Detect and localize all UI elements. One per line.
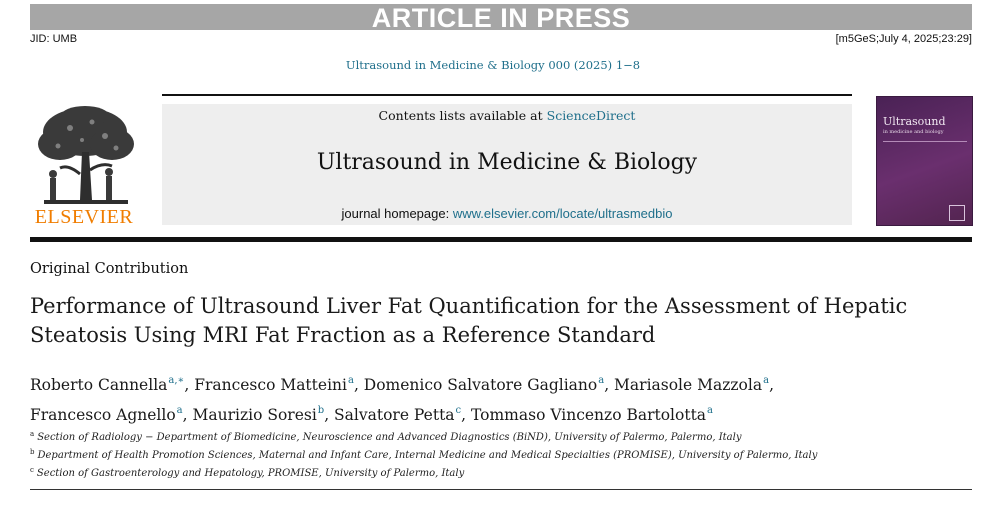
contents-prefix: Contents lists available at: [378, 108, 547, 123]
author-name[interactable]: Domenico Salvatore Gagliano: [363, 376, 598, 394]
sciencedirect-link[interactable]: ScienceDirect: [546, 108, 636, 123]
build-stamp: [m5GeS;July 4, 2025;23:29]: [835, 33, 972, 45]
author-name[interactable]: Maurizio Soresi: [192, 406, 317, 424]
author-separator: ,: [604, 376, 615, 394]
contents-available-line: [162, 108, 852, 123]
tree-logo-icon: [30, 104, 140, 208]
cover-publisher-icon: [949, 205, 965, 221]
article-type: Original Contribution: [30, 261, 189, 277]
cover-divider: [883, 141, 967, 142]
cover-title: Ultrasound: [883, 115, 946, 128]
author-name[interactable]: Roberto Cannella: [30, 376, 168, 394]
elsevier-logo-text: ELSEVIER: [34, 206, 134, 228]
author-affiliation-marker[interactable]: a: [347, 375, 354, 386]
journal-homepage-line: [162, 206, 852, 221]
article-in-press-banner: ARTICLE IN PRESS: [30, 4, 972, 30]
journal-title: Ultrasound in Medicine & Biology: [316, 150, 698, 175]
author-affiliation-marker[interactable]: a: [598, 375, 605, 386]
author-separator: ,: [461, 406, 472, 424]
affiliation-key: b: [30, 448, 35, 456]
author-affiliation-marker[interactable]: a: [707, 405, 714, 416]
author-affiliation-marker[interactable]: c: [455, 405, 462, 416]
author-separator: ,: [324, 406, 335, 424]
header-bottom-rule: [30, 237, 972, 242]
author-affiliation-marker[interactable]: a,∗: [168, 375, 185, 386]
affiliation-item: [30, 445, 960, 463]
author-affiliation-marker[interactable]: a: [763, 375, 770, 386]
journal-id: JID: UMB: [30, 33, 78, 45]
journal-header-panel: [162, 104, 852, 225]
author-name[interactable]: Francesco Agnello: [30, 406, 176, 424]
affiliation-text: Section of Gastroenterology and Hepatology, PROMISE, University of Palermo, Italy: [36, 468, 465, 479]
author-name[interactable]: Mariasole Mazzola: [614, 376, 763, 394]
author-separator: ,: [769, 376, 774, 394]
affiliation-key: c: [30, 466, 34, 474]
affiliation-item: [30, 427, 960, 445]
author-name[interactable]: Tommaso Vincenzo Bartolotta: [471, 406, 707, 424]
author-name[interactable]: Francesco Matteini: [194, 376, 347, 394]
homepage-prefix: journal homepage:: [341, 206, 453, 221]
author-separator: ,: [353, 376, 364, 394]
cover-subtitle: in medicine and biology: [883, 129, 944, 135]
affiliation-text: Section of Radiology − Department of Biomedicine, Neuroscience and Advanced Diagnostics (BiND), University of Palermo, Palermo, Italy: [37, 432, 742, 443]
affiliation-key: a: [30, 430, 35, 438]
journal-cover-image: [876, 96, 973, 226]
author-affiliation-marker[interactable]: a: [176, 405, 183, 416]
section-divider: [30, 489, 972, 490]
journal-citation[interactable]: Ultrasound in Medicine & Biology 000 (2025) 1−8: [345, 58, 641, 72]
author-list: [30, 368, 960, 428]
affiliation-item: [30, 463, 960, 481]
author-separator: ,: [182, 406, 193, 424]
header-top-rule: [162, 94, 852, 96]
author-separator: ,: [184, 376, 195, 394]
affiliation-list: [30, 427, 960, 481]
author-name[interactable]: Salvatore Petta: [334, 406, 455, 424]
article-title: Performance of Ultrasound Liver Fat Quantification for the Assessment of Hepatic Steatosis Using MRI Fat Fraction as a Reference Standard: [30, 294, 908, 347]
journal-homepage-link[interactable]: www.elsevier.com/locate/ultrasmedbio: [452, 206, 673, 221]
author-affiliation-marker[interactable]: b: [317, 405, 325, 416]
affiliation-text: Department of Health Promotion Sciences, Maternal and Infant Care, Internal Medicine and Medical Specialties (PROMISE), University of Palermo, Italy: [37, 450, 818, 461]
